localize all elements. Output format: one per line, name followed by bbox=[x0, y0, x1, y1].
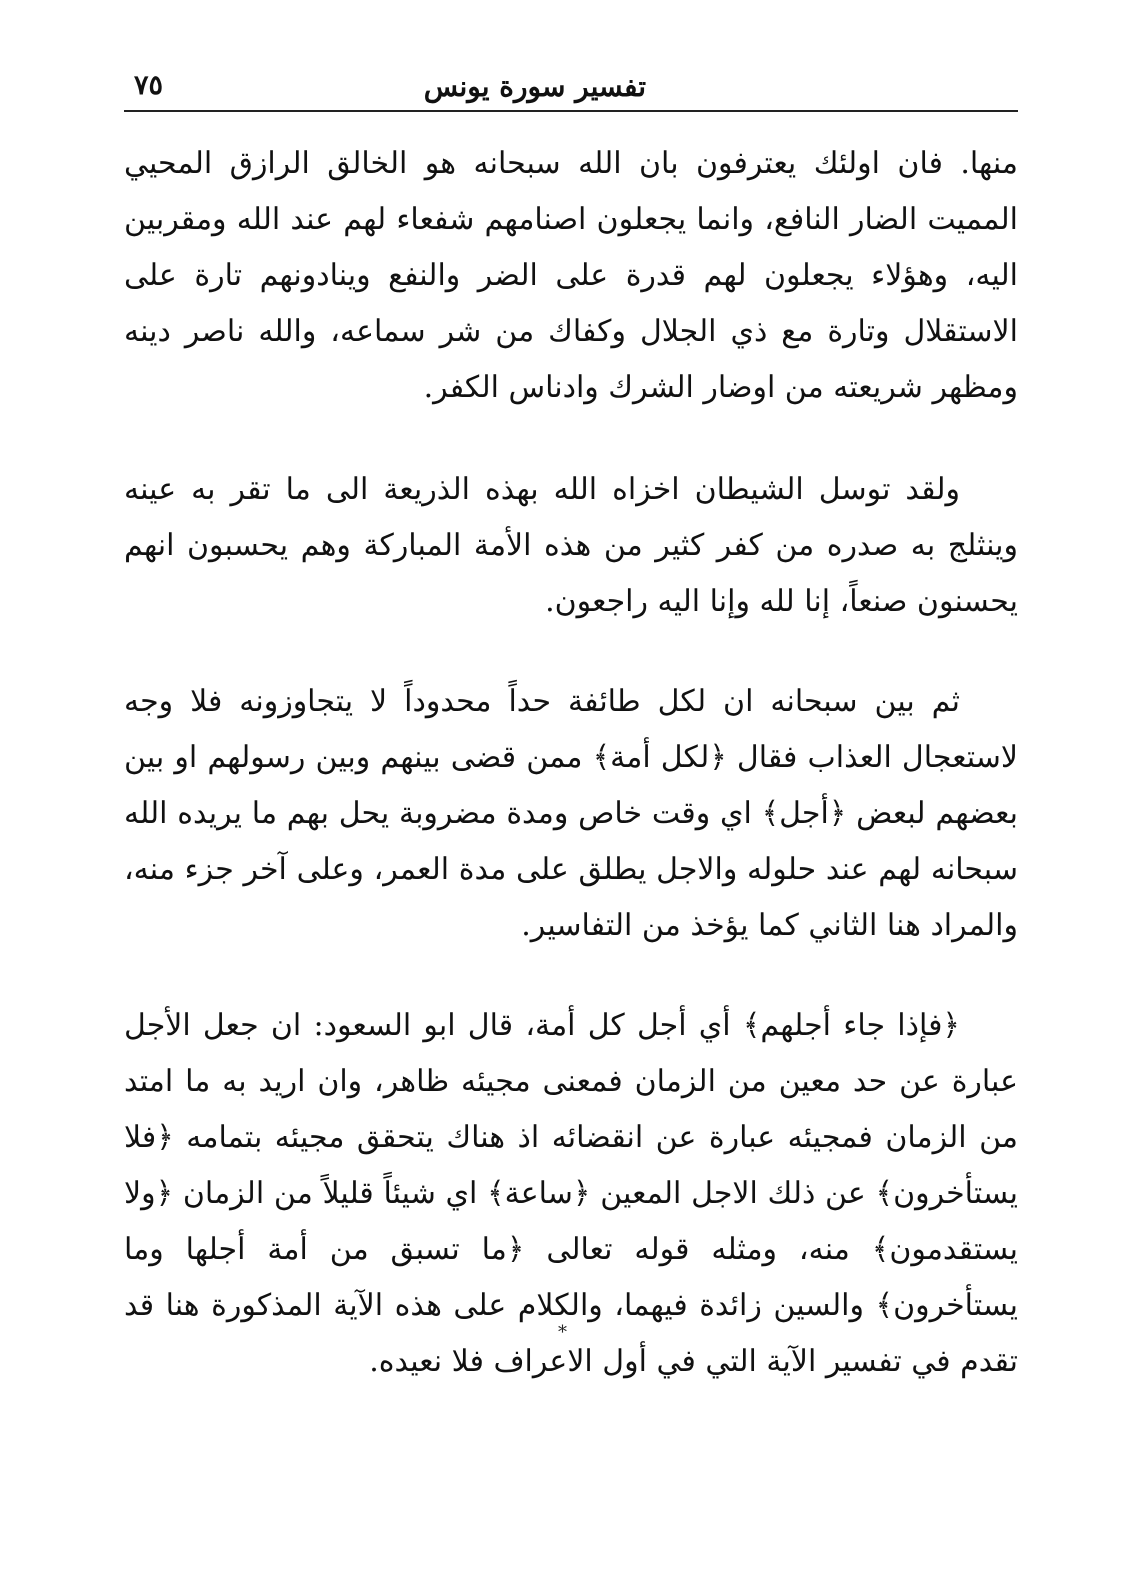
running-title: تفسير سورة يونس bbox=[423, 70, 646, 103]
paragraph-3: ثم بين سبحانه ان لكل طائفة حداً محدوداً لا يتجاوزونه فلا وجه لاستعجال العذاب فقال ﴿لكل أمة﴾ ممن قضى بينهم وبين رسولهم او بين بعضهم لبعض ﴿أجل﴾ اي وقت خاص ومدة مضروبة يحل بهم ما يريده الله سبحانه لهم عند حلوله والاجل يطلق على مدة العمر، وعلى آخر جزء منه، والمراد هنا الثاني كما يؤخذ من التفاسير. bbox=[124, 684, 1018, 943]
paragraph-4: ﴿فإذا جاء أجلهم﴾ أي أجل كل أمة، قال ابو السعود: ان جعل الأجل عبارة عن حد معين من الزمان فمعنى مجيئه ظاهر، وان اريد به ما امتد من الزمان فمجيئه عبارة عن انقضائه اذ هناك يتحقق مجيئه بتمامه ﴿فلا يستأخرون﴾ عن ذلك الاجل المعين ﴿ساعة﴾ اي شيئاً قليلاً من الزمان ﴿ولا يستقدمون﴾ منه، ومثله قوله تعالى ﴿ما تسبق من أمة أجلها وما يستأخرون﴾ والسين زائدة فيهما، والكلام على هذه الآية المذكورة هنا قد تقدم في تفسير الآية التي في أول الاعراف فلا نعيده. bbox=[124, 1008, 1018, 1379]
page-header bbox=[124, 64, 1018, 108]
paragraph-2: ولقد توسل الشيطان اخزاه الله بهذه الذريعة الى ما تقر به عينه وينثلج به صدره من كفر كثير من هذه الأمة المباركة وهم يحسبون انهم يحسنون صنعاً، إنا لله وإنا اليه راجعون. bbox=[124, 472, 1018, 619]
header-divider bbox=[124, 110, 1018, 112]
end-mark: * bbox=[558, 1322, 567, 1343]
paragraph-1: منها. فان اولئك يعترفون بان الله سبحانه هو الخالق الرازق المحيي المميت الضار النافع، وانما يجعلون اصنامهم شفعاء لهم عند الله ومقربين اليه، وهؤلاء يجعلون لهم قدرة على الضر والنفع وينادونهم تارة على الاستقلال وتارة مع ذي الجلال وكفاك من شر سماعه، والله ناصر دينه ومظهر شريعته من اوضار الشرك وادناس الكفر. bbox=[124, 146, 1018, 405]
page-number: ٧٥ bbox=[134, 70, 164, 101]
